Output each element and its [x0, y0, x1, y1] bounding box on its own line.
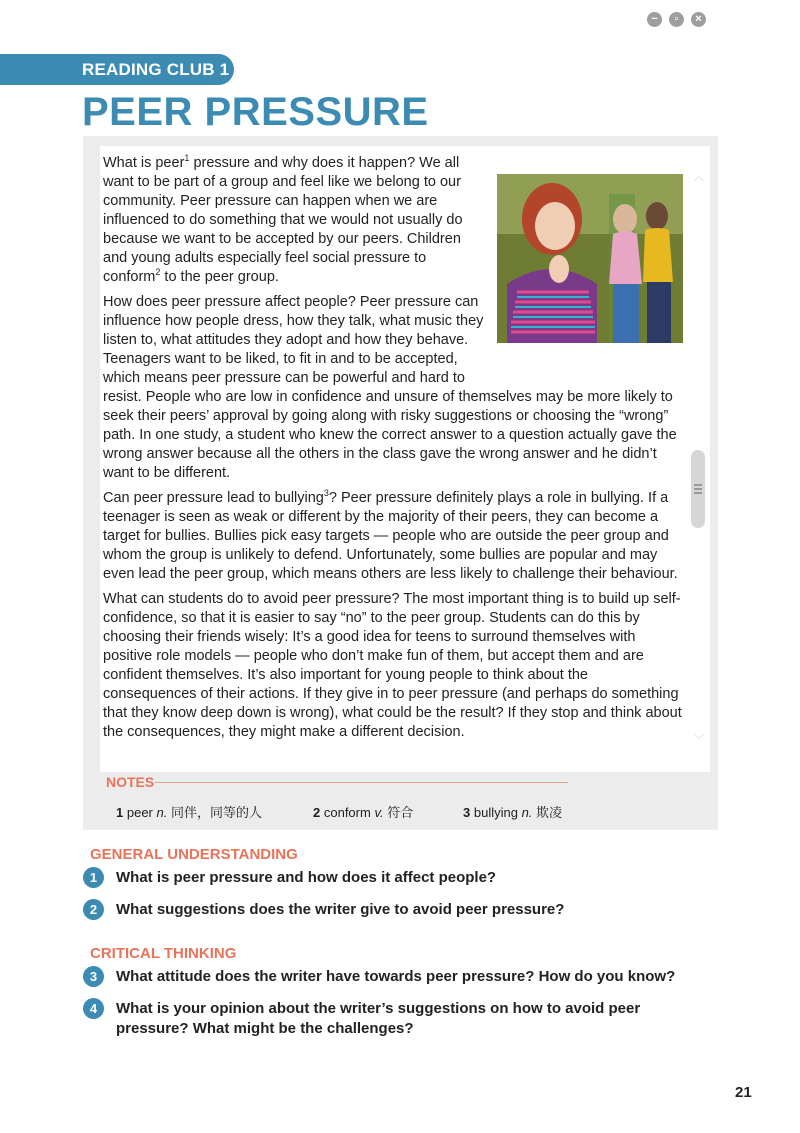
scrollbar-thumb[interactable]: [691, 450, 705, 528]
restore-icon[interactable]: ▫: [669, 12, 684, 27]
critical-thinking-heading: CRITICAL THINKING: [90, 945, 237, 962]
paragraph-2: How does peer pressure affect people? Peer pressure can influence how people dress, how they talk, what music they listen to, what attitudes they adopt and how they behave. Teenagers want to be liked, to fit in and to be accepted, which means peer pressure can be powerful and hard to resist. People who are low in confidence and unsure of themselves may be more likely to seek their peers’ approval by going along with risky suggestions or choosing the “wrong” path. In one study, a student who knew the correct answer to a question actually gave the wrong answer because all the others in the class gave the wrong answer and he didn’t want to be different.: [103, 294, 677, 481]
p3-text-b: ? Peer pressure definitely plays a role in bullying. If a teenager is seen as weak or different by the majority of their peers, they can become a target for bullies. Bullies pick easy targets — people who are outside the peer group and whom the group is unlikely to defend. Unfortunately, some bullies are popular and may even lead the peer group, which means others are less likely to challenge their behaviour.: [103, 490, 678, 582]
note-item: [313, 802, 413, 821]
note-item: [463, 802, 562, 821]
footnote-2: 2: [155, 267, 161, 278]
section-tab-label: READING CLUB 1: [82, 60, 230, 79]
general-understanding-heading: GENERAL UNDERSTANDING: [90, 846, 298, 863]
question-text: What is peer pressure and how does it affect people?: [116, 869, 497, 886]
note-pos: v.: [374, 805, 384, 820]
note-meaning: 同伴，同等的人: [170, 805, 262, 820]
image-wrap-space: [485, 154, 683, 374]
footnote-3: 3: [323, 488, 329, 499]
page-number: 21: [735, 1084, 752, 1101]
notes-label: NOTES: [106, 774, 155, 790]
question-number-badge: 2: [83, 899, 104, 920]
article-body: [103, 154, 683, 748]
grip-line: [694, 488, 702, 490]
p1-text-a: What is peer: [103, 155, 185, 171]
note-word: conform: [323, 805, 371, 820]
note-pos: n.: [521, 805, 533, 820]
question-number-badge: 1: [83, 867, 104, 888]
scroll-up-icon[interactable]: ︿: [694, 172, 704, 183]
notes-divider: [155, 782, 568, 783]
note-word: bullying: [473, 805, 518, 820]
minimize-icon[interactable]: −: [647, 12, 662, 27]
scroll-down-icon[interactable]: ﹀: [694, 735, 704, 746]
question-number-badge: 4: [83, 998, 104, 1019]
question-text: What suggestions does the writer give to avoid peer pressure?: [116, 901, 565, 918]
footnote-1: 1: [184, 153, 190, 164]
grip-line: [694, 484, 702, 486]
question-text: What attitude does the writer have towards peer pressure? How do you know?: [116, 968, 676, 985]
note-item: [116, 802, 262, 821]
paragraph-4: What can students do to avoid peer pressure? The most important thing is to build up self-confidence, so that it is easier to say “no” to the peer group. Students can do this by choosing their friends wisely: It’s a good idea for teens to surround themselves with positive role models — people who don’t make fun of them, but accept them and are confident themselves. It’s also important for young people to think about the consequences of their actions. If they give in to peer pressure (and perhaps do something that they know deep down is wrong), what could be the result? If they stop and think about the consequences, they might make a different decision.: [103, 591, 682, 740]
p3-text-a: Can peer pressure lead to bullying: [103, 490, 324, 506]
close-icon[interactable]: ×: [691, 12, 706, 27]
note-num: 1: [116, 805, 124, 820]
note-num: 2: [313, 805, 321, 820]
page-title: PEER PRESSURE: [82, 90, 429, 134]
question-number-badge: 3: [83, 966, 104, 987]
note-word: peer: [126, 805, 153, 820]
paragraph-3: [103, 489, 683, 584]
note-meaning: 符合: [387, 805, 414, 820]
note-pos: n.: [156, 805, 168, 820]
note-num: 3: [463, 805, 471, 820]
p1-text-b: pressure and why does it happen? We all want to be part of a group and feel like we belong to our community. Peer pressure can happen when we are influenced to do something that we would not usually do because we want to be accepted by our peers. Children and young adults especially feel social pressure to conform: [103, 155, 463, 285]
note-meaning: 欺凌: [536, 805, 563, 820]
grip-line: [694, 492, 702, 494]
section-tab: [0, 54, 234, 85]
p1-text-c: to the peer group.: [160, 269, 279, 285]
question-text: What is your opinion about the writer’s suggestions on how to avoid peer pressure? What might be the challenges?: [116, 1000, 641, 1037]
